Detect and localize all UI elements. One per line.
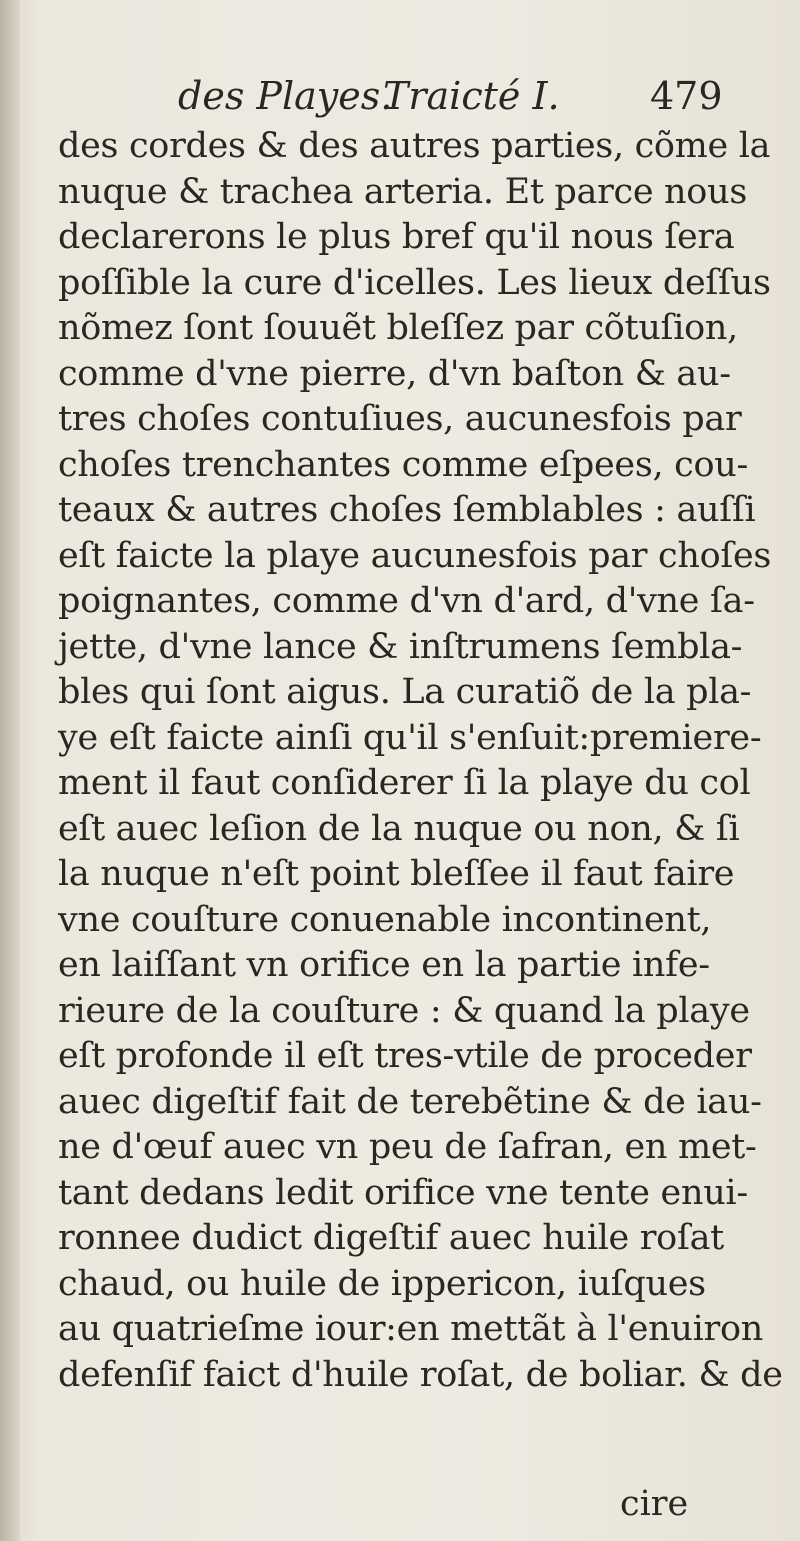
text-line: choſes trenchantes comme eſpees, cou-	[58, 444, 748, 485]
running-header	[178, 74, 738, 122]
text-line: chaud, ou huile de ippericon, iuſques	[58, 1263, 706, 1304]
text-line: eſt profonde il eſt tres-vtile de proceder	[58, 1036, 752, 1076]
text-line: bles qui ſont aigus. La curatiõ de la pla-	[58, 672, 752, 712]
text-line: eſt faicte la playe aucunesfois par choſes	[58, 535, 772, 576]
text-line: auec digeſtif fait de terebẽtine & de iau-	[58, 1081, 762, 1122]
text-line: ment il faut conſiderer ſi la playe du col	[58, 763, 751, 803]
text-line: ronnee dudict digeſtif auec huile roſat	[58, 1218, 724, 1258]
page-number: 479	[650, 74, 723, 118]
running-title: des Playes.	[178, 74, 393, 118]
text-line: tant dedans ledit orifice vne tente enui-	[58, 1172, 748, 1213]
text-line: au quatrieſme iour:en mettãt à l'enuiron	[58, 1309, 763, 1349]
text-line: teaux & autres choſes ſemblables : auſſi	[58, 490, 756, 530]
text-line: vne couſture conuenable incontinent,	[58, 899, 712, 940]
text-line: des cordes & des autres parties, cõme la	[58, 126, 771, 166]
text-line: la nuque n'eſt point bleſſee il faut faire	[58, 854, 735, 894]
text-line: tres choſes contuſiues, aucunesfois par	[58, 399, 742, 439]
catchword: cire	[620, 1484, 689, 1524]
text-line: en laiſſant vn orifice en la partie infe-	[58, 945, 710, 985]
section-title: Traicté I.	[383, 74, 560, 118]
page-gutter	[0, 0, 20, 1541]
text-line: nõmez ſont ſouuẽt bleſſez par cõtuſion,	[58, 308, 738, 348]
text-line: defenſif faict d'huile roſat, de boliar. & de	[58, 1354, 783, 1395]
text-line: ye eſt faicte ainſi qu'il s'enſuit:premiere-	[58, 717, 762, 758]
text-line: nuque & trachea arteria. Et parce nous	[58, 171, 747, 212]
body-text	[58, 124, 783, 1398]
text-line: poignantes, comme d'vn d'ard, d'vne ſa-	[58, 581, 755, 621]
text-line: ne d'œuf auec vn peu de ſafran, en met-	[58, 1127, 757, 1167]
text-line: comme d'vne pierre, d'vn baſton & au-	[58, 353, 731, 394]
text-line: eſt auec leſion de la nuque ou non, & ſi	[58, 808, 740, 849]
text-line: declarerons le plus bref qu'il nous ſera	[58, 217, 735, 257]
text-line: poſſible la cure d'icelles. Les lieux deſſus	[58, 262, 771, 303]
text-line: rieure de la couſture : & quand la playe	[58, 990, 750, 1031]
text-line: jette, d'vne lance & inſtrumens ſembla-	[58, 626, 743, 667]
